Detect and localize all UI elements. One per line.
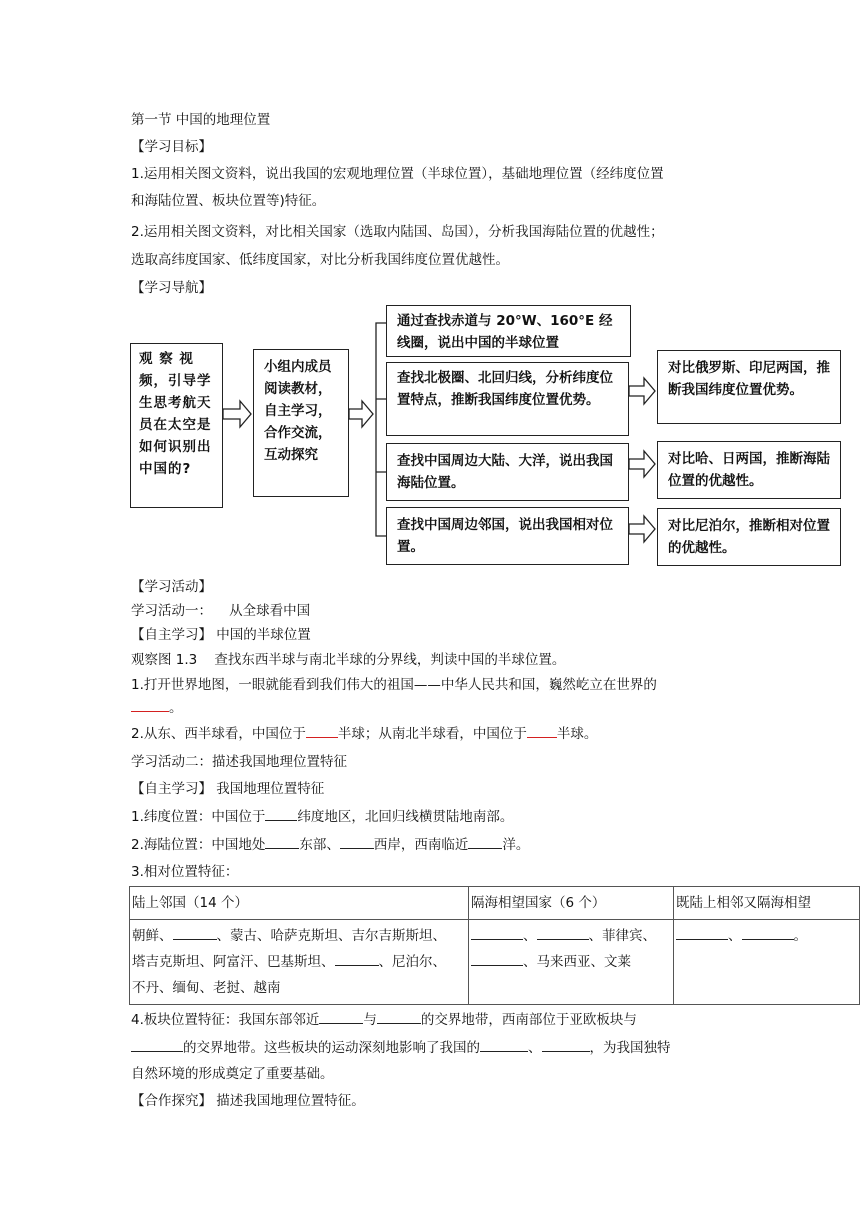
- relative-heading: 3.相对位置特征：: [131, 864, 239, 880]
- answer-blank[interactable]: [131, 1037, 183, 1052]
- answer-blank[interactable]: [742, 925, 794, 940]
- observe-instruction: 观察图 1.3 查找东西半球与南北半球的分界线，判读中国的半球位置。: [131, 652, 566, 668]
- flow-result-land-sea: 对比哈、日两国，推断海陆位置的优越性。: [657, 441, 841, 499]
- header-sea-neighbors: 隔海相望国家（6 个）: [469, 887, 674, 920]
- cell-line: 塔吉克斯坦、阿富汗、巴基斯坦、 、尼泊尔、: [132, 949, 466, 975]
- arrow-1: [223, 401, 251, 427]
- answer-blank[interactable]: [306, 723, 338, 738]
- bracket-line: [376, 323, 386, 536]
- goal-2-line-2: 选取高纬度国家、低纬度国家，对比分析我国纬度位置优越性。: [131, 252, 509, 268]
- flow-step-hemisphere: 通过查找赤道与 20°W、160°E 经线圈，说出中国的半球位置: [386, 305, 631, 357]
- answer-blank[interactable]: [265, 806, 297, 821]
- cell-line: 朝鲜、 、蒙古、哈萨克斯坦、吉尔吉斯斯坦、: [132, 923, 466, 949]
- activity-1: 学习活动一： 从全球看中国: [131, 603, 311, 619]
- flow-result-latitude: 对比俄罗斯、印尼两国，推断我国纬度位置优势。: [657, 350, 841, 424]
- answer-blank[interactable]: [542, 1037, 590, 1052]
- answer-blank[interactable]: [537, 925, 589, 940]
- answer-blank[interactable]: [468, 834, 502, 849]
- flow-box-observe: 观 察 视 频，引导学生思考航天员在太空是如何识别出中国的?: [130, 343, 223, 508]
- neighbors-table: [129, 886, 860, 1005]
- table-header-row: [130, 887, 860, 920]
- goal-1-line-2: 和海陆位置、板块位置等)特征。: [131, 193, 326, 209]
- goals-heading: 【学习目标】: [131, 139, 212, 155]
- plate-position-line-3: 自然环境的形成奠定了重要基础。: [131, 1066, 334, 1082]
- answer-blank[interactable]: [335, 951, 379, 966]
- header-land-neighbors: 陆上邻国（14 个）: [130, 887, 469, 920]
- nav-heading: 【学习导航】: [131, 280, 212, 296]
- goal-2-line-1: 2.运用相关图文资料，对比相关国家（选取内陆国、岛国），分析我国海陆位置的优越性；: [131, 224, 664, 240]
- self-study-1: 【自主学习】 中国的半球位置: [131, 627, 311, 643]
- flow-connectors: [0, 0, 860, 600]
- answer-blank[interactable]: [319, 1009, 363, 1024]
- answer-blank[interactable]: [131, 697, 169, 712]
- arrow-3: [629, 378, 655, 404]
- answer-blank[interactable]: [265, 834, 299, 849]
- cell-line: 、马来西亚、文莱: [471, 949, 671, 975]
- cell-both: [674, 920, 860, 1005]
- header-both: 既陆上相邻又隔海相望: [674, 887, 860, 920]
- activity-heading: 【学习活动】: [131, 579, 212, 595]
- flow-step-land-sea: 查找中国周边大陆、大洋，说出我国海陆位置。: [386, 443, 629, 501]
- page-title: 第一节 中国的地理位置: [131, 112, 271, 128]
- answer-blank[interactable]: [173, 925, 217, 940]
- cell-line: 、 、菲律宾、: [471, 923, 671, 949]
- plate-position: 4.板块位置特征：我国东部邻近 与 的交界地带，西南部位于亚欧板块与: [131, 1009, 637, 1030]
- flow-step-latitude: 查找北极圈、北回归线，分析纬度位置特点，推断我国纬度位置优势。: [386, 362, 629, 436]
- flow-step-relative: 查找中国周边邻国，说出我国相对位置。: [386, 507, 629, 565]
- question-2: 2.从东、西半球看，中国位于 半球；从南北半球看，中国位于 半球。: [131, 723, 597, 744]
- plate-position-line-2: 的交界地带。这些板块的运动深刻地影响了我国的 、 ，为我国独特: [131, 1037, 671, 1058]
- table-row: [130, 920, 860, 1005]
- activity-2: 学习活动二：描述我国地理位置特征: [131, 754, 347, 770]
- flow-box-group-study: 小组内成员阅读教材，自主学习，合作交流，互动探究: [253, 349, 349, 497]
- answer-blank[interactable]: [471, 951, 523, 966]
- question-1-line-2: 。: [131, 697, 183, 718]
- answer-blank[interactable]: [527, 723, 557, 738]
- cell-line: 、 。: [676, 923, 857, 949]
- cell-land-neighbors: [130, 920, 469, 1005]
- flow-result-relative: 对比尼泊尔，推断相对位置的优越性。: [657, 508, 841, 566]
- answer-blank[interactable]: [471, 925, 523, 940]
- self-study-2: 【自主学习】 我国地理位置特征: [131, 781, 325, 797]
- arrow-2: [349, 401, 373, 427]
- cell-sea-neighbors: [469, 920, 674, 1005]
- answer-blank[interactable]: [377, 1009, 421, 1024]
- latitude-position: 1.纬度位置：中国位于 纬度地区，北回归线横贯陆地南部。: [131, 806, 513, 827]
- cell-line: 不丹、缅甸、老挝、越南: [132, 980, 281, 996]
- goal-1-line-1: 1.运用相关图文资料，说出我国的宏观地理位置（半球位置），基础地理位置（经纬度位置: [131, 166, 664, 182]
- land-sea-position: 2.海陆位置：中国地处 东部、 西岸，西南临近 洋。: [131, 834, 529, 855]
- arrow-4: [629, 451, 655, 477]
- answer-blank[interactable]: [676, 925, 728, 940]
- arrow-5: [629, 516, 655, 542]
- cooperative-inquiry: 【合作探究】 描述我国地理位置特征。: [131, 1093, 365, 1109]
- answer-blank[interactable]: [480, 1037, 528, 1052]
- question-1: 1.打开世界地图，一眼就能看到我们伟大的祖国——中华人民共和国，巍然屹立在世界的: [131, 677, 657, 693]
- answer-blank[interactable]: [340, 834, 374, 849]
